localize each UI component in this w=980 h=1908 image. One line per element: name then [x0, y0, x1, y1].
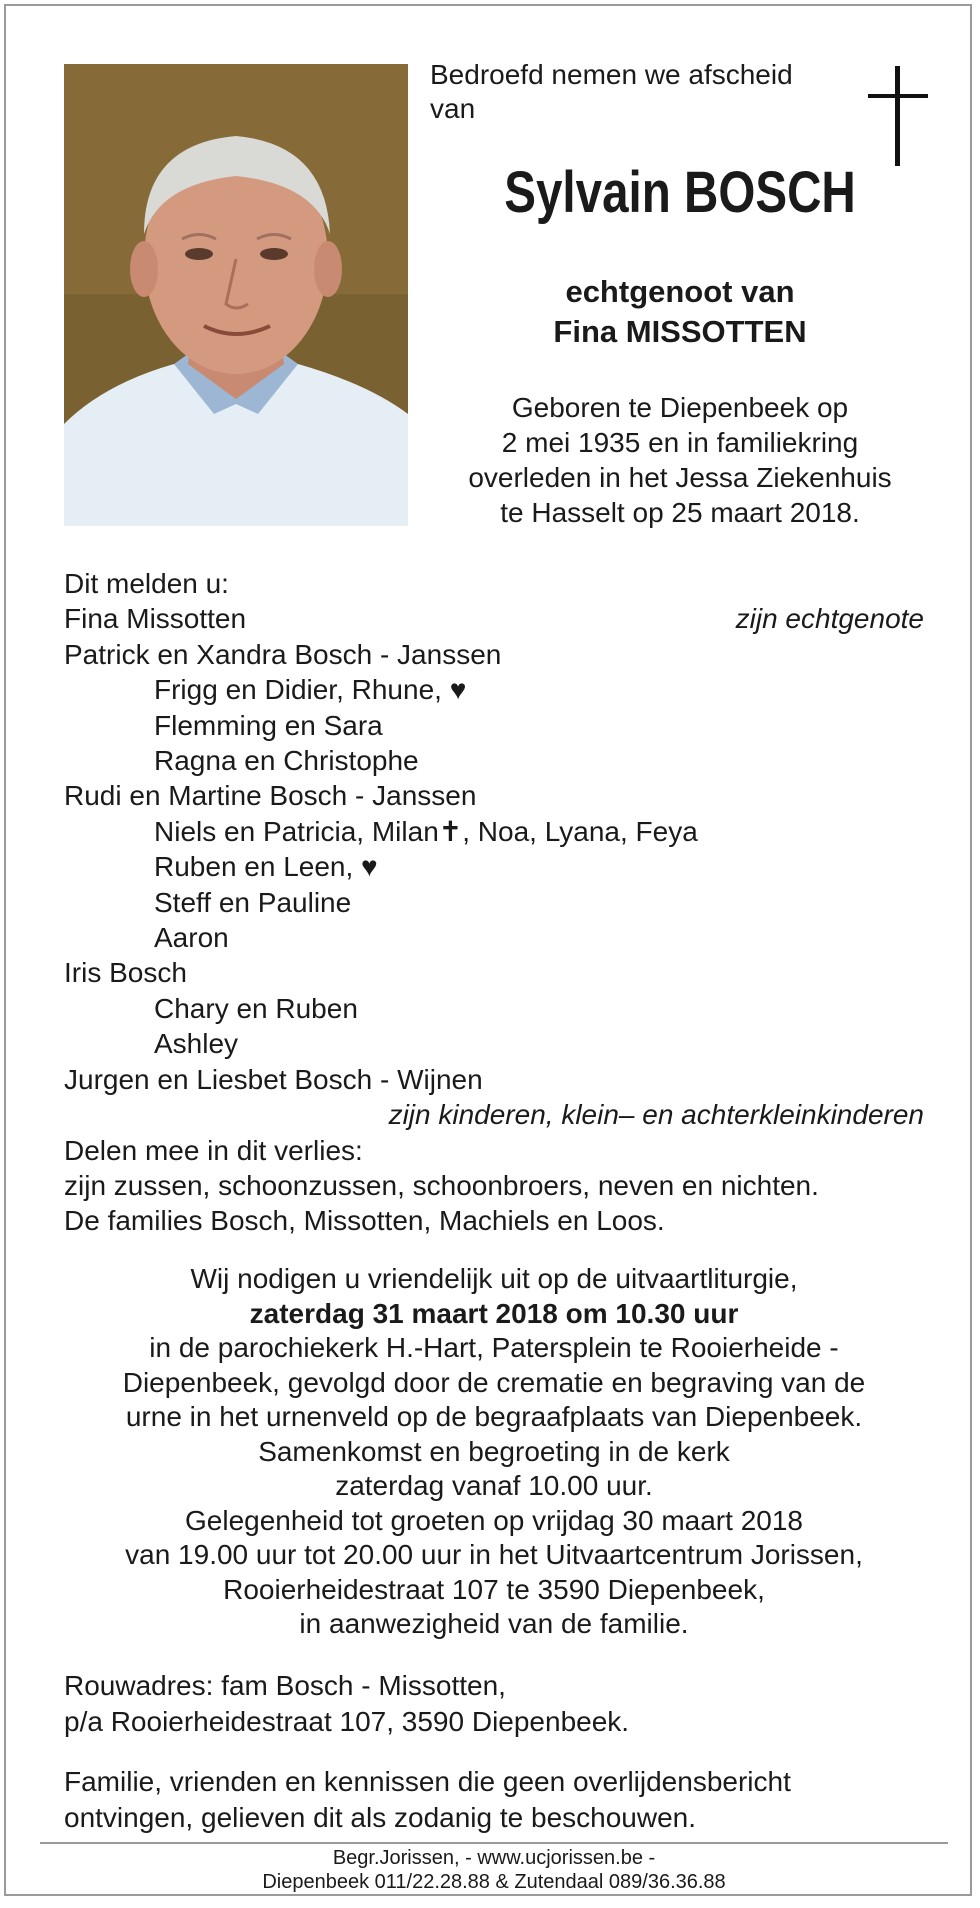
relative-name: Ruben en Leen, ♥: [154, 851, 378, 883]
birth-line: Geboren te Diepenbeek op: [511, 392, 849, 423]
spouse-label: echtgenoot van: [565, 274, 795, 309]
service-line: Samenkomst en begroeting in de kerk: [258, 1435, 730, 1467]
list-item: [64, 991, 924, 1026]
list-item: [64, 885, 924, 920]
service-line: van 19.00 uur tot 20.00 uur in het Uitvaartcentrum Jorissen,: [125, 1539, 863, 1570]
spouse-info: [430, 272, 930, 352]
intro-line: Bedroefd nemen we afscheid: [430, 59, 793, 90]
list-item: [64, 849, 924, 884]
portrait-photo: [64, 64, 408, 526]
footer-line: Diepenbeek 011/22.28.88 & Zutendaal 089/36.36.88: [262, 1871, 726, 1893]
funeral-home-footer: [40, 1846, 948, 1894]
relative-name: Steff en Pauline: [154, 886, 352, 918]
service-datetime: zaterdag 31 maart 2018 om 10.30 uur: [249, 1297, 739, 1329]
list-item: [64, 637, 924, 672]
list-item: [64, 743, 924, 778]
service-line: urne in het urnenveld op de begraafplaats van Diepenbeek.: [125, 1401, 863, 1432]
service-line: in de parochiekerk H.-Hart, Patersplein te Rooierheide -: [149, 1332, 839, 1363]
shared-line: De families Bosch, Missotten, Machiels en Loos.: [64, 1205, 665, 1237]
announcers-list: [64, 566, 924, 1239]
list-item: [64, 778, 924, 813]
list-item: [64, 708, 924, 743]
relative-name: Iris Bosch: [64, 957, 187, 989]
list-item: [64, 601, 924, 636]
service-line: Diepenbeek, gevolgd door de crematie en begraving van de: [122, 1366, 866, 1398]
list-item: [64, 672, 924, 707]
cross-icon: [868, 66, 928, 166]
closing-note: [64, 1764, 791, 1836]
relative-name: Chary en Ruben: [154, 992, 358, 1024]
relative-name: Aaron: [154, 922, 229, 954]
closing-line: Familie, vrienden en kennissen die geen overlijdensbericht: [64, 1766, 791, 1797]
relative-name: Rudi en Martine Bosch - Janssen: [64, 780, 477, 812]
closing-line: ontvingen, gelieven dit als zodanig te beschouwen.: [64, 1802, 696, 1833]
address-line: p/a Rooierheidestraat 107, 3590 Diepenbeek.: [64, 1706, 630, 1737]
intro-line: van: [430, 93, 476, 124]
shared-intro: Delen mee in dit verlies:: [64, 1134, 363, 1166]
service-line: Rooierheidestraat 107 te 3590 Diepenbeek,: [223, 1573, 765, 1605]
list-item: [64, 1026, 924, 1061]
footer-divider: [40, 1842, 948, 1844]
portrait-illustration: [64, 64, 408, 526]
relative-name: Jurgen en Liesbet Bosch - Wijnen: [64, 1063, 483, 1095]
relative-name: Ashley: [154, 1028, 239, 1060]
relative-name: Flemming en Sara: [154, 709, 383, 741]
relative-name: Niels en Patricia, Milan✝, Noa, Lyana, Feya: [154, 815, 698, 847]
funeral-service-info: [64, 1262, 924, 1642]
birth-death-info: [430, 390, 930, 530]
relative-name: Frigg en Didier, Rhune, ♥: [154, 674, 467, 706]
deceased-name: Sylvain BOSCH: [504, 160, 856, 225]
relative-name: Patrick en Xandra Bosch - Janssen: [64, 638, 502, 670]
obituary-card: [4, 4, 972, 1896]
birth-line: te Hasselt op 25 maart 2018.: [500, 497, 860, 528]
announcers-intro: Dit melden u:: [64, 568, 229, 599]
footer-line: Begr.Jorissen, - www.ucjorissen.be -: [332, 1847, 656, 1869]
service-line: zaterdag vanaf 10.00 uur.: [335, 1470, 653, 1501]
address-line: Rouwadres: fam Bosch - Missotten,: [64, 1670, 506, 1701]
list-item: [64, 955, 924, 990]
spouse-name: Fina MISSOTTEN: [553, 314, 807, 349]
list-item: [64, 1062, 924, 1097]
children-note: zijn kinderen, klein– en achterkleinkinderen: [388, 1099, 924, 1131]
list-item: [64, 814, 924, 849]
service-line: in aanwezigheid van de familie.: [299, 1608, 689, 1639]
relative-name: Fina Missotten: [64, 603, 247, 635]
relative-name: Ragna en Christophe: [154, 745, 419, 777]
service-line: Gelegenheid tot groeten op vrijdag 30 maart 2018: [185, 1504, 803, 1536]
service-invite: Wij nodigen u vriendelijk uit op de uitvaartliturgie,: [190, 1263, 798, 1294]
relation-note: zijn echtgenote: [735, 603, 924, 635]
intro-text: [430, 58, 793, 126]
list-item: [64, 920, 924, 955]
birth-line: overleden in het Jessa Ziekenhuis: [468, 462, 892, 493]
shared-line: zijn zussen, schoonzussen, schoonbroers, neven en nichten.: [64, 1169, 819, 1201]
birth-line: 2 mei 1935 en in familiekring: [501, 427, 859, 458]
mourning-address: [64, 1668, 629, 1740]
